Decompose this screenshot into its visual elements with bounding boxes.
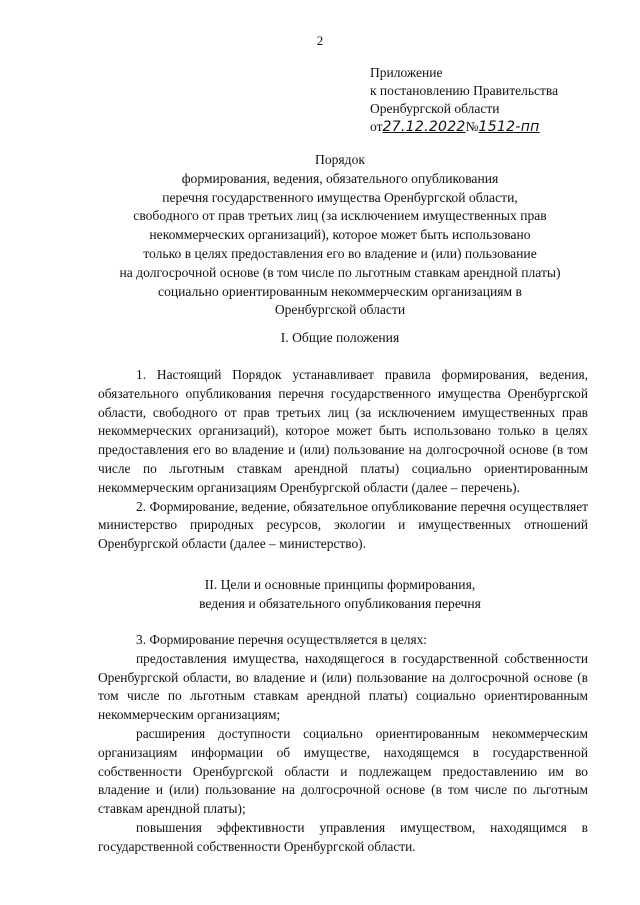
section-1-body <box>98 366 588 554</box>
appendix-date-line <box>370 118 558 136</box>
paragraph-2: 2. Формирование, ведение, обязательное опубликование перечня осуществляет министерство природных ресурсов, экологии и имущественных отношений Оренбургской области (далее – министерство). <box>98 498 588 552</box>
appendix-title: Приложение <box>370 65 443 80</box>
handwritten-date: 27.12.2022 <box>382 119 466 135</box>
page-number: 2 <box>316 33 324 48</box>
section-1-heading: I. Общие положения <box>280 330 400 345</box>
title-line: свободного от прав третьих лиц (за исключением имущественных прав <box>133 208 547 224</box>
section-2-body <box>98 631 588 857</box>
title-line: на долгосрочной основе (в том числе по льготным ставкам арендной платы) <box>119 264 561 280</box>
title-line: социально ориентированным некоммерческим организациям в <box>158 283 522 299</box>
goal-item: предоставления имущества, находящегося в государственной собственности Оренбургской области, во владение и (или) пользование на долгосрочной основе (в том числе по льготным ставкам арендной платы) социально ориентированным некоммерческим организациям; <box>98 650 588 723</box>
title-line: формирования, ведения, обязательного опубликования <box>181 170 499 186</box>
title-line: некоммерческих организаций), которое может быть использовано <box>149 227 531 243</box>
appendix-block <box>370 64 558 136</box>
number-prefix: № <box>465 119 479 134</box>
section-2-heading <box>60 576 620 614</box>
handwritten-number: 1512-пп <box>478 119 540 135</box>
goal-item: повышения эффективности управления имуществом, находящимся в государственной собственности Оренбургской области. <box>98 819 588 854</box>
paragraph-1: 1. Настоящий Порядок устанавливает правила формирования, ведения, обязательного опубликования перечня государственного имущества Оренбургской области, свободного от прав третьих лиц (за исключением имущественных прав некоммерческих организаций), которое может быть использовано только в целях предоставления его во владение и (или) пользование на долгосрочной основе (в том числе по льготным ставкам арендной платы) социально ориентированным некоммерческим организациям Оренбургской области (далее – перечень). <box>98 367 588 495</box>
title-heading: Порядок <box>315 152 365 167</box>
document-title <box>60 151 620 320</box>
section-2-heading-line: II. Цели и основные принципы формирования, <box>204 577 476 592</box>
paragraph-3: 3. Формирование перечня осуществляется в целях: <box>136 632 428 647</box>
appendix-region: Оренбургской области <box>370 101 500 116</box>
title-line: перечня государственного имущества Оренбургской области, <box>162 189 518 205</box>
appendix-reference: к постановлению Правительства <box>370 83 559 98</box>
date-prefix: от <box>370 119 383 134</box>
section-2-heading-line: ведения и обязательного опубликования перечня <box>199 595 481 611</box>
title-line: Оренбургской области <box>274 302 406 318</box>
goal-item: расширения доступности социально ориентированным некоммерческим организациям информации об имуществе, находящемся в государственной собственности Оренбургской области и подлежащем предоставлению им во владение и (или) пользование на долгосрочной основе (в том числе по льготным ставкам арендной платы); <box>98 725 588 817</box>
title-line: только в целях предоставления его во владение и (или) пользование <box>143 245 537 261</box>
